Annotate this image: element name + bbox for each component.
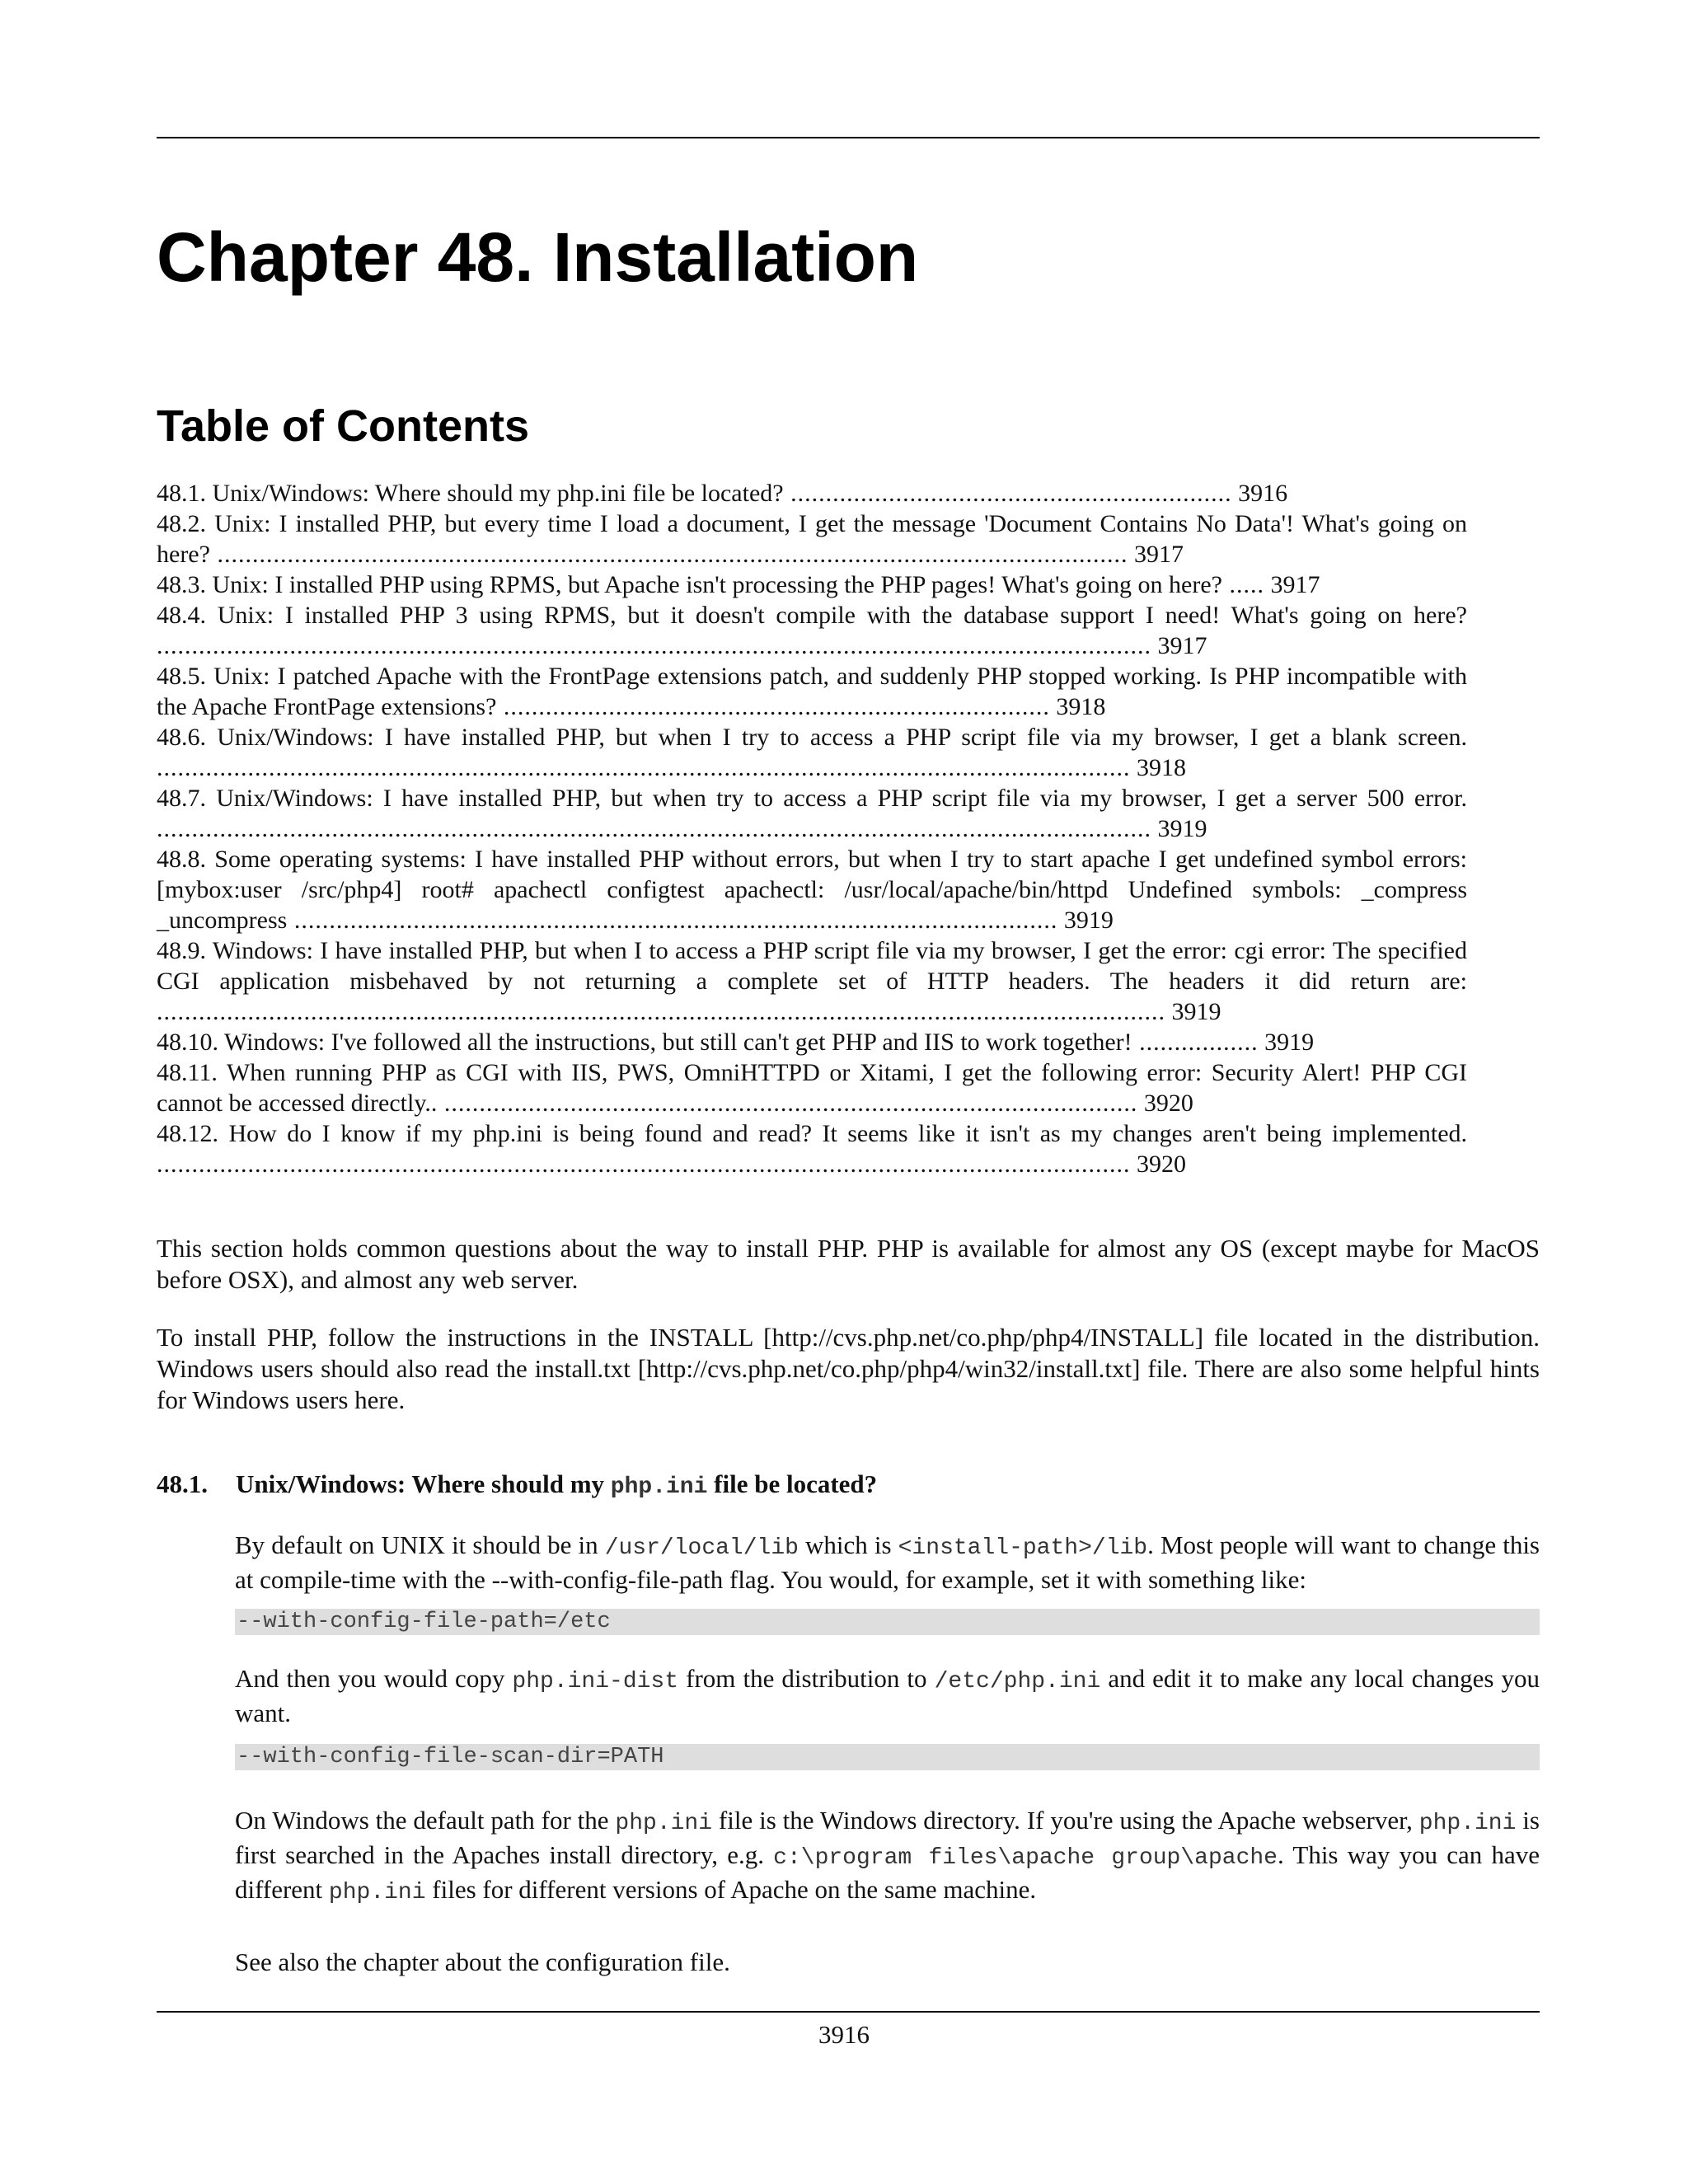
toc-entry-number: 48.10. bbox=[157, 1029, 218, 1056]
toc-entry-dots: ........................................................................................................................................... bbox=[157, 1151, 1131, 1178]
page-number: 3916 bbox=[818, 2020, 870, 2049]
toc-entry-dots: ............................................................... bbox=[783, 480, 1232, 507]
inline-code: php.ini bbox=[615, 1811, 713, 1836]
question-title-post: file be located? bbox=[707, 1469, 878, 1498]
toc-entry-dots: ................................................................................................... bbox=[437, 1090, 1138, 1117]
top-rule bbox=[157, 137, 1540, 138]
chapter-title: Chapter 48. Installation bbox=[157, 218, 919, 296]
intro-paragraph-2: To install PHP, follow the instructions in the INSTALL [http://cvs.php.net/co.php/php4/INSTALL] file located in the distribution. Windows users should also read the install.txt [http://cvs.php.net/co.php/php4/win32/install.txt] file. There are also some helpful hints for Windows users here. bbox=[157, 1323, 1540, 1414]
toc-entry[interactable] bbox=[157, 935, 1467, 1027]
inline-code: php.ini bbox=[1418, 1811, 1517, 1836]
toc-entry-page: 3920 bbox=[1143, 1090, 1193, 1117]
answer-paragraph-3 bbox=[235, 1805, 1540, 1909]
toc-entry-number: 48.4. bbox=[157, 602, 206, 629]
toc-entry[interactable] bbox=[157, 1057, 1467, 1118]
toc-entry[interactable] bbox=[157, 722, 1467, 783]
toc-entry[interactable] bbox=[157, 1118, 1467, 1179]
toc-heading: Table of Contents bbox=[157, 401, 529, 451]
toc-entry-dots: ............................................................................................................. bbox=[287, 907, 1058, 934]
answer-text: . This way you can have different bbox=[235, 1840, 1540, 1904]
toc-entry-page: 3919 bbox=[1171, 998, 1221, 1025]
inline-code: c:\program files\apache group\apache bbox=[773, 1845, 1278, 1871]
toc-entry-text: Windows: I've followed all the instructions, but still can't get PHP and IIS to work together! bbox=[223, 1029, 1132, 1056]
toc-entry-page: 3918 bbox=[1056, 693, 1106, 720]
question-number: 48.1. bbox=[157, 1469, 208, 1498]
toc-entry-text: Unix: I patched Apache with the FrontPage extensions patch, and suddenly PHP stopped working. Is PHP incompatible with the Apache FrontPage extensions? bbox=[157, 663, 1467, 720]
answer-text: file is the Windows directory. If you're using the Apache webserver, bbox=[712, 1806, 1419, 1835]
toc-entry-page: 3916 bbox=[1238, 480, 1288, 507]
intro-paragraph-1: This section holds common questions about the way to install PHP. PHP is available for almost any OS (except maybe for MacOS before OSX), and almost any web server. bbox=[157, 1234, 1540, 1294]
toc-entry-page: 3919 bbox=[1264, 1029, 1315, 1056]
inline-code: <install-path>/lib bbox=[898, 1535, 1148, 1561]
code-block: --with-config-file-scan-dir=PATH bbox=[235, 1744, 1540, 1770]
inline-code: php.ini-dist bbox=[512, 1669, 679, 1694]
answer-paragraph-2 bbox=[235, 1663, 1540, 1729]
table-of-contents bbox=[157, 478, 1467, 1179]
answer-text: which is bbox=[798, 1530, 898, 1559]
answer-text: By default on UNIX it should be in bbox=[235, 1530, 605, 1559]
question-heading bbox=[157, 1469, 1540, 1503]
toc-entry-number: 48.3. bbox=[157, 571, 206, 598]
toc-entry-dots: .................................................................................................................................. bbox=[209, 541, 1128, 568]
toc-entry[interactable] bbox=[157, 478, 1467, 509]
toc-entry-dots: ........................................................................................................................................... bbox=[157, 754, 1131, 781]
toc-entry-number: 48.8. bbox=[157, 846, 206, 873]
toc-entry-number: 48.11. bbox=[157, 1059, 218, 1086]
toc-entry-text: Unix/Windows: Where should my php.ini file be located? bbox=[212, 480, 784, 507]
answer-text: files for different versions of Apache on the same machine. bbox=[425, 1875, 1037, 1904]
toc-entry-page: 3917 bbox=[1157, 632, 1207, 659]
toc-entry-dots: ................................................................................................................................................ bbox=[157, 998, 1165, 1025]
toc-entry[interactable] bbox=[157, 844, 1467, 935]
question-title-code: php.ini bbox=[610, 1474, 708, 1500]
toc-entry-page: 3918 bbox=[1137, 754, 1186, 781]
toc-entry-text: Some operating systems: I have installed PHP without errors, but when I try to start apache I get undefined symbol errors: [mybox:user /src/php4] root# apachectl configtest apachectl: /usr/local/apache/bin/httpd Undefined symbols: _compress _uncompress bbox=[157, 846, 1468, 934]
toc-entry-dots: ..... bbox=[1221, 571, 1264, 598]
toc-entry-number: 48.9. bbox=[157, 937, 206, 964]
toc-entry[interactable] bbox=[157, 1027, 1467, 1057]
toc-entry-dots: .............................................................................. bbox=[496, 693, 1050, 720]
toc-entry-number: 48.6. bbox=[157, 724, 206, 751]
inline-code: /etc/php.ini bbox=[934, 1669, 1101, 1694]
toc-entry-page: 3919 bbox=[1063, 907, 1114, 934]
toc-entry-page: 3919 bbox=[1157, 815, 1207, 842]
toc-entry-text: Unix/Windows: I have installed PHP, but when try to access a PHP script file via my browser, I get a server 500 error. bbox=[216, 785, 1467, 812]
code-block: --with-config-file-path=/etc bbox=[235, 1609, 1540, 1635]
inline-code: /usr/local/lib bbox=[604, 1535, 799, 1561]
toc-entry-page: 3917 bbox=[1270, 571, 1320, 598]
inline-code: php.ini bbox=[328, 1880, 426, 1905]
toc-entry-text: Windows: I have installed PHP, but when I to access a PHP script file via my browser, I get the error: cgi error: The specified CGI application misbehaved by not returning a complete set of HTTP headers. The headers it did return are: bbox=[157, 937, 1467, 995]
toc-entry[interactable] bbox=[157, 783, 1467, 844]
toc-entry-text: Unix: I installed PHP using RPMS, but Apache isn't processing the PHP pages! What's going on here? bbox=[212, 571, 1222, 598]
toc-entry-number: 48.12. bbox=[157, 1120, 218, 1147]
answer-text: is first searched in the Apaches install directory, e.g. bbox=[235, 1806, 1540, 1869]
toc-entry-page: 3917 bbox=[1133, 541, 1184, 568]
toc-entry-number: 48.5. bbox=[157, 663, 206, 690]
toc-entry[interactable] bbox=[157, 661, 1467, 722]
toc-entry-text: How do I know if my php.ini is being found and read? It seems like it isn't as my changes aren't being implemented. bbox=[228, 1120, 1468, 1147]
toc-entry-text: Unix: I installed PHP, but every time I load a document, I get the message 'Document Contains No Data'! What's going on here? bbox=[157, 510, 1467, 568]
toc-entry-dots: ................. bbox=[1132, 1029, 1259, 1056]
toc-entry[interactable] bbox=[157, 569, 1467, 600]
answer-text: . Most people will want to change this at compile-time with the --with-config-file-path flag. You would, for example, set it with something like: bbox=[235, 1530, 1540, 1594]
answer-text: and edit it to make any local changes you want. bbox=[235, 1664, 1540, 1727]
toc-entry-text: When running PHP as CGI with IIS, PWS, OmniHTTPD or Xitami, I get the following error: Security Alert! PHP CGI cannot be accessed directly.. bbox=[157, 1059, 1467, 1117]
toc-entry-number: 48.1. bbox=[157, 480, 206, 507]
answer-paragraph-4: See also the chapter about the configuration file. bbox=[235, 1947, 730, 1976]
toc-entry-number: 48.2. bbox=[157, 510, 206, 537]
toc-entry-text: Unix: I installed PHP 3 using RPMS, but it doesn't compile with the database support I need! What's going on here? bbox=[217, 602, 1467, 629]
question-title-pre: Unix/Windows: Where should my bbox=[236, 1469, 611, 1498]
answer-paragraph-1 bbox=[235, 1530, 1540, 1596]
toc-entry-number: 48.7. bbox=[157, 785, 206, 812]
toc-entry[interactable] bbox=[157, 509, 1467, 569]
bottom-rule bbox=[157, 2011, 1540, 2013]
toc-entry[interactable] bbox=[157, 600, 1467, 661]
toc-entry-dots: .............................................................................................................................................. bbox=[157, 632, 1151, 659]
answer-text: from the distribution to bbox=[678, 1664, 935, 1693]
toc-entry-text: Unix/Windows: I have installed PHP, but when I try to access a PHP script file via my browser, I get a blank screen. bbox=[217, 724, 1468, 751]
answer-text: And then you would copy bbox=[235, 1664, 513, 1693]
answer-text: On Windows the default path for the bbox=[235, 1806, 616, 1835]
toc-entry-page: 3920 bbox=[1137, 1151, 1186, 1178]
toc-entry-dots: .............................................................................................................................................. bbox=[157, 815, 1151, 842]
